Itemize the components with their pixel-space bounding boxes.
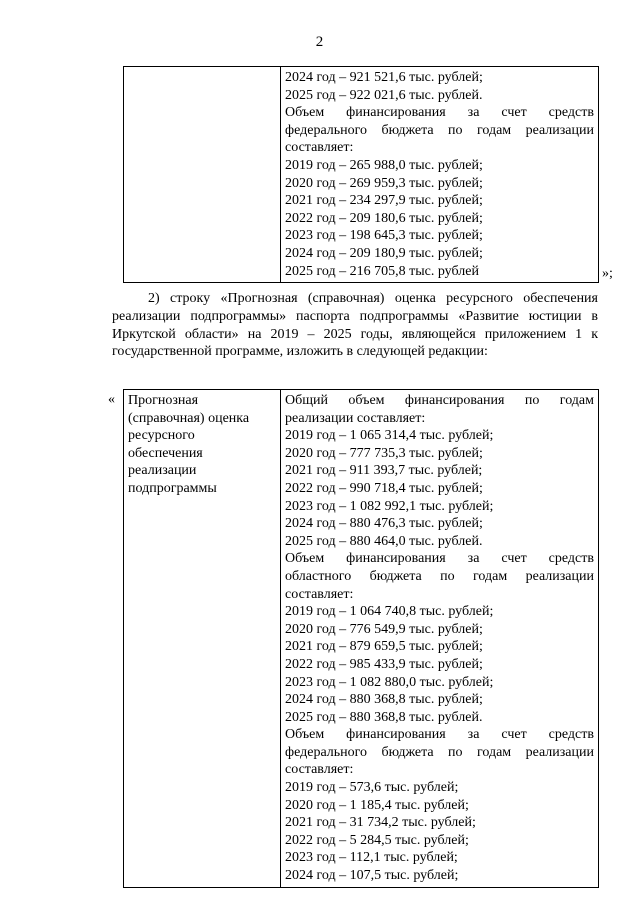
text-line: составляет:	[285, 586, 354, 602]
label-line: подпрограммы	[128, 480, 217, 496]
closing-quote: »;	[602, 266, 613, 281]
text-line: 2020 год – 776 549,9 тыс. рублей;	[285, 621, 483, 637]
table2-label-cell	[124, 390, 281, 888]
text-line: 2021 год – 234 297,9 тыс. рублей;	[285, 193, 483, 209]
label-line: (справочная) оценка	[128, 410, 250, 426]
text-line: федерального бюджета по годам реализации	[285, 122, 594, 138]
label-line: обеспечения	[128, 445, 203, 461]
label-line: Прогнозная	[128, 393, 199, 408]
text-line: 2019 год – 265 988,0 тыс. рублей;	[285, 157, 483, 173]
text-line: 2024 год – 880 476,3 тыс. рублей;	[285, 516, 483, 532]
text-line: областного бюджета по годам реализации	[285, 568, 594, 584]
text-line: 2022 год – 5 284,5 тыс. рублей;	[285, 832, 469, 848]
text-line: составляет:	[285, 140, 354, 156]
continued-table	[123, 66, 599, 283]
text-line: 2020 год – 1 185,4 тыс. рублей;	[285, 797, 469, 813]
table1-value-cell	[281, 67, 599, 283]
text-line: 2022 год – 990 718,4 тыс. рублей;	[285, 480, 483, 496]
paragraph-line: реализации подпрограммы» паспорта подпрограммы «Развитие юстиции в	[112, 308, 598, 324]
text-line: 2022 год – 985 433,9 тыс. рублей;	[285, 656, 483, 672]
text-line: реализации составляет:	[285, 410, 426, 426]
text-line: 2019 год – 1 065 314,4 тыс. рублей;	[285, 428, 494, 444]
new-edition-table	[123, 389, 599, 888]
text-line: федерального бюджета по годам реализации	[285, 744, 594, 760]
paragraph-line: Иркутской области» на 2019 – 2025 годы, являющейся приложением 1 к	[112, 326, 598, 342]
text-line: 2024 год – 209 180,9 тыс. рублей;	[285, 245, 483, 261]
text-line: 2020 год – 269 959,3 тыс. рублей;	[285, 175, 483, 191]
text-line: 2021 год – 879 659,5 тыс. рублей;	[285, 639, 483, 655]
text-line: 2025 год – 216 705,8 тыс. рублей	[285, 263, 479, 279]
text-line: 2024 год – 107,5 тыс. рублей;	[285, 868, 459, 884]
text-line: составляет:	[285, 762, 354, 778]
text-line: 2023 год – 198 645,3 тыс. рублей;	[285, 228, 483, 244]
text-line: 2025 год – 922 021,6 тыс. рублей.	[285, 87, 483, 103]
text-line: 2021 год – 911 393,7 тыс. рублей;	[285, 463, 483, 479]
text-line: 2020 год – 777 735,3 тыс. рублей;	[285, 445, 483, 461]
text-line: 2019 год – 1 064 740,8 тыс. рублей;	[285, 604, 494, 620]
text-line: Объем финансирования за счет средств	[285, 727, 594, 743]
paragraph-line: 2) строку «Прогнозная (справочная) оценка ресурсного обеспечения	[148, 291, 598, 306]
label-line: ресурсного	[128, 428, 195, 444]
text-line: Общий объем финансирования по годам	[285, 393, 594, 408]
text-line: 2024 год – 880 368,8 тыс. рублей;	[285, 692, 483, 708]
text-line: 2023 год – 1 082 992,1 тыс. рублей;	[285, 498, 494, 514]
amendment-paragraph	[112, 290, 598, 361]
text-line: 2024 год – 921 521,6 тыс. рублей;	[285, 70, 483, 85]
text-line: 2019 год – 573,6 тыс. рублей;	[285, 780, 459, 796]
label-line: реализации	[128, 463, 197, 479]
text-line: Объем финансирования за счет средств	[285, 551, 594, 567]
paragraph-line: государственной программе, изложить в следующей редакции:	[112, 344, 488, 360]
text-line: 2023 год – 1 082 880,0 тыс. рублей;	[285, 674, 494, 690]
page-number: 2	[315, 34, 324, 50]
text-line: 2025 год – 880 368,8 тыс. рублей.	[285, 709, 483, 725]
text-line: 2025 год – 880 464,0 тыс. рублей.	[285, 533, 483, 549]
text-line: 2022 год – 209 180,6 тыс. рублей;	[285, 210, 483, 226]
text-line: 2023 год – 112,1 тыс. рублей;	[285, 850, 458, 866]
table2-value-cell	[281, 390, 599, 888]
table1-label-cell	[124, 67, 281, 283]
text-line: Объем финансирования за счет средств	[285, 105, 594, 121]
text-line: 2021 год – 31 734,2 тыс. рублей;	[285, 815, 476, 831]
opening-quote: «	[108, 392, 115, 407]
